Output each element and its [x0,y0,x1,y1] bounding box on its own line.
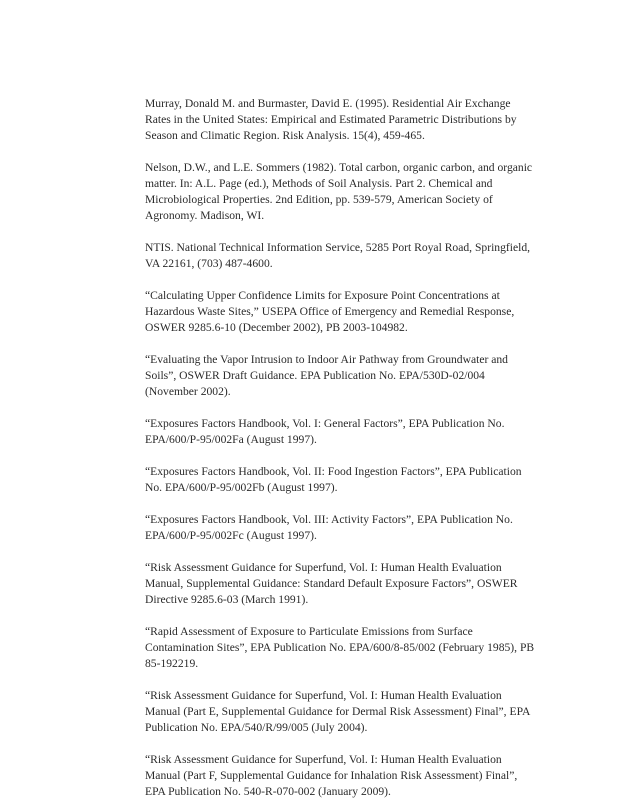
reference-entry: “Risk Assessment Guidance for Superfund, Vol. I: Human Health Evaluation Manual (Part E, Supplemental Guidance for Dermal Risk Assessment) Final”, EPA Publication No. EPA/540/R/99/005 (July 2004). [145,689,530,735]
reference-entry: “Calculating Upper Confidence Limits for Exposure Point Concentrations at Hazardous Waste Sites,” USEPA Office of Emergency and Remedial Response, OSWER 9285.6-10 (December 2002), PB 2003-104982. [145,289,515,334]
reference-entry: “Risk Assessment Guidance for Superfund, Vol. I: Human Health Evaluation Manual (Part F, Supplemental Guidance for Inhalation Risk Assessment) Final”, EPA Publication No. 540-R-070-002 (January 2009). [145,753,518,799]
reference-entry: “Exposures Factors Handbook, Vol. II: Food Ingestion Factors”, EPA Publication No. EPA/600/P-95/002Fb (August 1997). [145,465,522,495]
reference-entry: “Exposures Factors Handbook, Vol. III: Activity Factors”, EPA Publication No. EPA/600/P-95/002Fc (August 1997). [145,513,513,543]
reference-entry: Murray, Donald M. and Burmaster, David E. (1995). Residential Air Exchange Rates in the United States: Empirical and Estimated Parametric Distributions by Season and Climatic Region. Risk Analysis. 15(4), 459-465. [145,97,517,142]
reference-entry: “Rapid Assessment of Exposure to Particulate Emissions from Surface Contamination Sites”, EPA Publication No. EPA/600/8-85/002 (February 1985), PB 85-192219. [145,625,535,671]
reference-entry: “Exposures Factors Handbook, Vol. I: General Factors”, EPA Publication No. EPA/600/P-95/002Fa (August 1997). [145,417,505,446]
reference-list [145,96,537,800]
reference-entry: NTIS. National Technical Information Service, 5285 Port Royal Road, Springfield, VA 22161, (703) 487-4600. [145,240,531,270]
reference-entry: “Evaluating the Vapor Intrusion to Indoor Air Pathway from Groundwater and Soils”, OSWER Draft Guidance. EPA Publication No. EPA/530D-02/004 (November 2002). [145,353,508,398]
reference-entry: Nelson, D.W., and L.E. Sommers (1982). Total carbon, organic carbon, and organic matter. In: A.L. Page (ed.), Methods of Soil Analysis. Part 2. Chemical and Microbiological Properties. 2nd Edition, pp. 539-579, American Society of Agronomy. Madison, WI. [145,161,533,222]
reference-entry: “Risk Assessment Guidance for Superfund, Vol. I: Human Health Evaluation Manual, Supplemental Guidance: Standard Default Exposure Factors”, OSWER Directive 9285.6-03 (March 1991). [145,561,518,607]
